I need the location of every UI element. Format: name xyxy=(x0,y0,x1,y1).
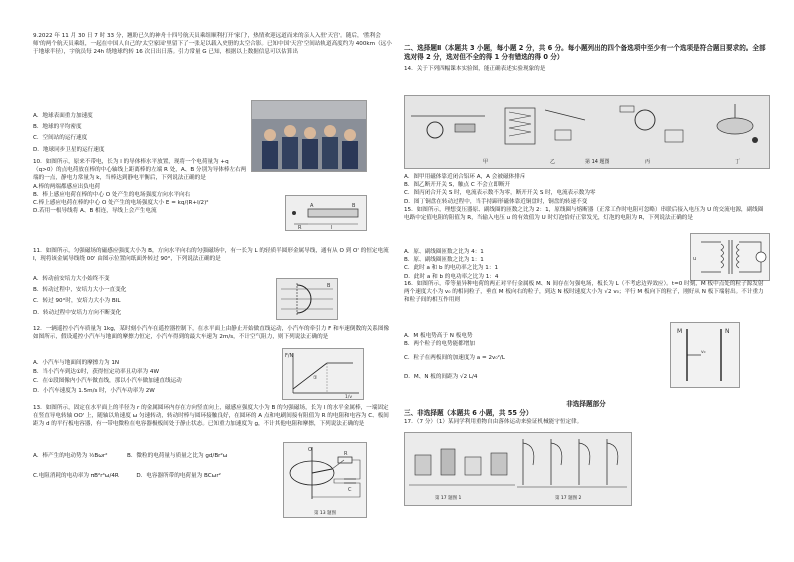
question-12-text: 12．一辆遥控小汽车质量为 1kg，某时刻小汽车在遥控器控制下，在水平面上由静止开始做直线运动，小汽车的牵引力 F 和车速倒数的关系图像如图所示，假设遥控小汽车与地面的摩擦力恒定，小汽车得到的最大车速为 2m/s，不计空气阻力，则下列说法正确的是 xyxy=(33,326,390,341)
question-16-text: 16．如图所示，带等量异种电荷的两正对平行金属板 M、N 间存在匀强电场，板长为 L（不考虑边界效应）。t=0 时刻，M 板中点处的粒子源发射两个速度大小为 v₀ 的相同粒子，垂直 M 板向右的粒子，到达 N 板时速度大小为 √2 v₀；平行 M 板向下的粒子，刚好从 N 板下端射出。不计重力和粒子间的相互作用则 xyxy=(404,281,764,304)
q13-options xyxy=(33,452,278,480)
q15-option-b: B．原、副线圈匝数之比为 1：1 xyxy=(404,257,484,264)
svg-text:R: R xyxy=(298,225,302,230)
svg-text:C: C xyxy=(348,487,352,493)
fig17-caption-2: 第 17 题图 2 xyxy=(555,496,582,501)
q13-option-b: B．微粒的电荷量与质量之比为 gd/Br²ω xyxy=(127,453,228,459)
svg-text:①: ① xyxy=(313,375,318,381)
fig17-apparatus xyxy=(404,432,632,506)
q11-option-a: A．转动前安培力大小始终不变 xyxy=(33,276,110,282)
q11-option-d: D．转动过程中安培力方向不断变化 xyxy=(33,309,122,316)
question-16 xyxy=(404,280,768,305)
transformer-figure xyxy=(690,233,770,281)
svg-text:R: R xyxy=(344,451,348,457)
q16-options xyxy=(404,332,664,381)
question-9-text: 9.2022 年 11 月 30 日 7 时 33 分，翘盼已久的神舟十四号航天员乘组顺利打开'家门'，热情欢迎远道而来的亲人入驻'天宫'。随后，'胜利会师'的两个航天员乘组，一起在中国人自己的'太空家园'里留下了一张足以载入史册的太空合影。已知中国'天宫'空间站轨道高度约为 400km（远小于地球半径），宇航员每 24h 绕地球约转 16 次日出日落。引力常量 G 已知，根据以上数据信息可以估算出 xyxy=(33,33,392,56)
q13-option-c: C.电阻消耗的电功率为 πB²r⁴ω/4R xyxy=(33,473,119,480)
q13-option-a: A．棒产生的电动势为 ½Bωr² xyxy=(33,453,108,459)
svg-text:O: O xyxy=(308,447,312,453)
svg-text:M: M xyxy=(677,328,683,335)
q12-option-a: A．小汽车与地面间的摩擦力为 1N xyxy=(33,360,120,366)
question-11 xyxy=(33,247,393,263)
q14-option-b: B．图乙断开开关 S，触点 C 不会立即断开 xyxy=(404,182,511,189)
rotating-rod-figure xyxy=(283,442,367,518)
svg-text:v₀: v₀ xyxy=(701,350,706,355)
q10-option-a: A.棒的两端都感应出负电荷 xyxy=(33,183,101,190)
question-10 xyxy=(33,158,248,215)
fig14-four-experiments xyxy=(404,95,770,169)
svg-text:B: B xyxy=(352,203,356,209)
non-selection-part xyxy=(404,400,768,426)
non-selection-title: 非选择题部分 xyxy=(566,400,606,408)
astronaut-group-photo xyxy=(251,100,367,172)
q9-option-b: B．地球的平均密度 xyxy=(33,124,82,131)
force-graph xyxy=(283,349,363,399)
question-13-text: 13．如图所示，固定在水平面上的半径为 r 的金属圆环内存在方向竖直向上，磁感应强度大小为 B 的匀强磁场，长为 l 的水平金属棒，一端固定在竖直导电转轴 OO' 上，随轴以角速度 ω 匀速转动，转动时棒与圆环接触良好，在圆环的 A 点和电刷间接有阻值为 R 的电阻和电容为 C、板间距为 d 的平行板电容器，有一带电微粒在电容器极板间处于静止状态。已知重力加速度为 g，不计其他电阻和摩擦，下列说法正确的是 xyxy=(33,405,389,428)
left-column xyxy=(33,30,393,57)
q11-option-b: B．转动过程中，安培力大小一直变化 xyxy=(33,287,127,294)
question-11-text: 11．如图所示，匀强磁场的磁感应强度大小为 B，方向水平向右的匀强磁场中，有一长为 L 的轻质半圆形金属导线，通有从 O 到 O' 的恒定电流 I，现将该金属导线绕 00' 由图示位置向纸面外转过 90°，下列说法正确的是 xyxy=(33,248,389,263)
fig14-label-ding: 丁 xyxy=(735,159,741,165)
q11-option-c: C．转过 90°时，安培力大小为 BIL xyxy=(33,298,121,305)
q16-option-d: D．M、N 板的间距为 √2 L/4 xyxy=(404,373,478,380)
svg-text:N: N xyxy=(725,328,730,335)
q16-option-b: B．两个粒子的电势能都增加 xyxy=(404,341,475,348)
fig14-label-jia: 甲 xyxy=(483,159,489,165)
q10-option-d: D.若用一根导线将 A、B 相连，导线上会产生电流 xyxy=(33,208,157,215)
q12-option-b: B．当小汽车到达①时，获得恒定功率且功率为 4W xyxy=(33,369,160,376)
q16-option-c: C．粒子在两板间的加速度为 a = 2v₀²/L xyxy=(404,355,505,362)
svg-text:A: A xyxy=(310,203,314,209)
q13-option-a-b xyxy=(33,452,278,460)
q14-options xyxy=(404,173,768,222)
force-velocity-graph-figure xyxy=(282,348,364,400)
q9-option-d: D．地球同步卫星的运行速度 xyxy=(33,146,105,153)
parallel-plates-diagram xyxy=(671,323,739,387)
question-17-text: 17．（7 分）（1）某同学利用重物自由落体运动来验证机械能守恒定律。 xyxy=(404,419,583,425)
parallel-plates-figure xyxy=(670,322,740,388)
photo-illustration xyxy=(252,101,366,171)
fig14-label-yi: 乙 xyxy=(550,159,556,165)
magnetic-semicircle-figure xyxy=(276,278,338,320)
svg-text:l: l xyxy=(331,225,333,230)
q11-options xyxy=(33,272,233,317)
q10-option-b: B．棒上感应电荷在棒的中心 O 处产生的电场强度方向水平向右 xyxy=(33,191,191,198)
svg-text:u: u xyxy=(693,256,697,262)
q14-option-a: A．图甲用磁体靠近闭合铝环 A，A 会被磁体排斥 xyxy=(404,174,526,180)
section-2-title: 二、选择题Ⅱ（本题共 3 小题，每小题 2 分，共 6 分。每小题列出的四个备选项中至少有一个选项是符合题目要求的。全部选对得 2 分，选对但不全的得 1 分有错选的得 0 分） xyxy=(404,44,766,61)
question-15-text: 15．如图所示，理想变压器原、副线圈的匝数之比为 2：1，原线圈与熔断器（正常工作时电阻可忽略）串联后接入电压为 U 的交流电源，副线圈电路中定值电阻的阻值为 R，当输入电压 u 的有效值为 U 时灯泡恰好正常发光，灯泡的电阻为 R，下列说法正确的是 xyxy=(404,206,764,222)
transformer-diagram xyxy=(691,234,769,280)
rod-charge-figure xyxy=(285,195,367,231)
q12-options xyxy=(33,358,248,395)
q15-option-c: C．此时 a 和 b 的电功率之比为 1：1 xyxy=(404,265,499,272)
section-2-header xyxy=(404,44,768,73)
q10-option-c: C.棒上感应电荷在棒的中心 O 处产生的电场强度大小 E = kq/(R+l/2)² xyxy=(33,200,209,207)
question-10-text: 10．如图所示，原来不带电，长为 l 的导体棒水平放置，现将一个电荷量为 +q（q>0）的点电荷放在棒的中心轴线上距离棒的左端 R 处，A、B 分别为导体棒左右两端的一点，静电力常量为 k，当棒达到静电平衡后，下列说法正确的是 xyxy=(33,159,247,182)
q13-option-d: D．电容器所带的电荷量为 BCωr² xyxy=(136,473,221,480)
q9-option-a: A．地球表面重力加速度 xyxy=(33,113,93,119)
q15-option-d: D．此时 a 和 b 的电功率之比为 1：4 xyxy=(404,273,499,280)
q14-option-c: C．图丙闭合开关 S 时，电流表示数不为零，断开开关 S 时，电流表示数为零 xyxy=(404,190,596,197)
question-13 xyxy=(33,404,393,429)
q14-option-d: D．图丁铜盘在转动过程中，当手持蹄形磁体靠近铜盘时，铜盘的转速不变 xyxy=(404,198,588,205)
semicircle-diagram xyxy=(277,279,337,319)
svg-text:B: B xyxy=(327,283,331,289)
q15-option-a: A．原、副线圈匝数之比为 4：1 xyxy=(404,249,484,255)
section-3-title: 三、非选择题（本题共 6 小题，共 55 分） xyxy=(404,409,533,417)
fig14-caption: 第 14 题图 xyxy=(585,159,610,165)
question-12 xyxy=(33,325,393,341)
fig13-caption: 第 13 题图 xyxy=(313,511,337,516)
fig17-caption-1: 第 17 题图 1 xyxy=(435,496,462,501)
q9-options xyxy=(33,112,243,154)
fig14-diagram xyxy=(405,96,769,158)
q13-option-c-d xyxy=(33,472,278,480)
q12-option-d: D．小汽车速度为 1.5m/s 时，小汽车功率为 2W xyxy=(33,387,155,394)
q9-option-c: C．空间站的运行速度 xyxy=(33,135,88,142)
q12-option-c: C．在①段图像内小汽车做直线，那以小汽车做加速直线运动 xyxy=(33,378,182,385)
rotating-rod-diagram xyxy=(284,443,366,505)
svg-text:1/v: 1/v xyxy=(345,395,353,399)
q16-option-a: A．M 板电势高于 N 板电势 xyxy=(404,333,473,339)
fig14-label-bing: 丙 xyxy=(645,159,651,165)
question-14-text: 14．关于下列四幅课本实验图，能正确表述实验现象的是 xyxy=(404,66,546,72)
rod-diagram xyxy=(286,196,366,230)
fig17-diagram xyxy=(405,433,631,493)
q15-options xyxy=(404,248,654,281)
svg-text:F/N: F/N xyxy=(285,353,294,359)
